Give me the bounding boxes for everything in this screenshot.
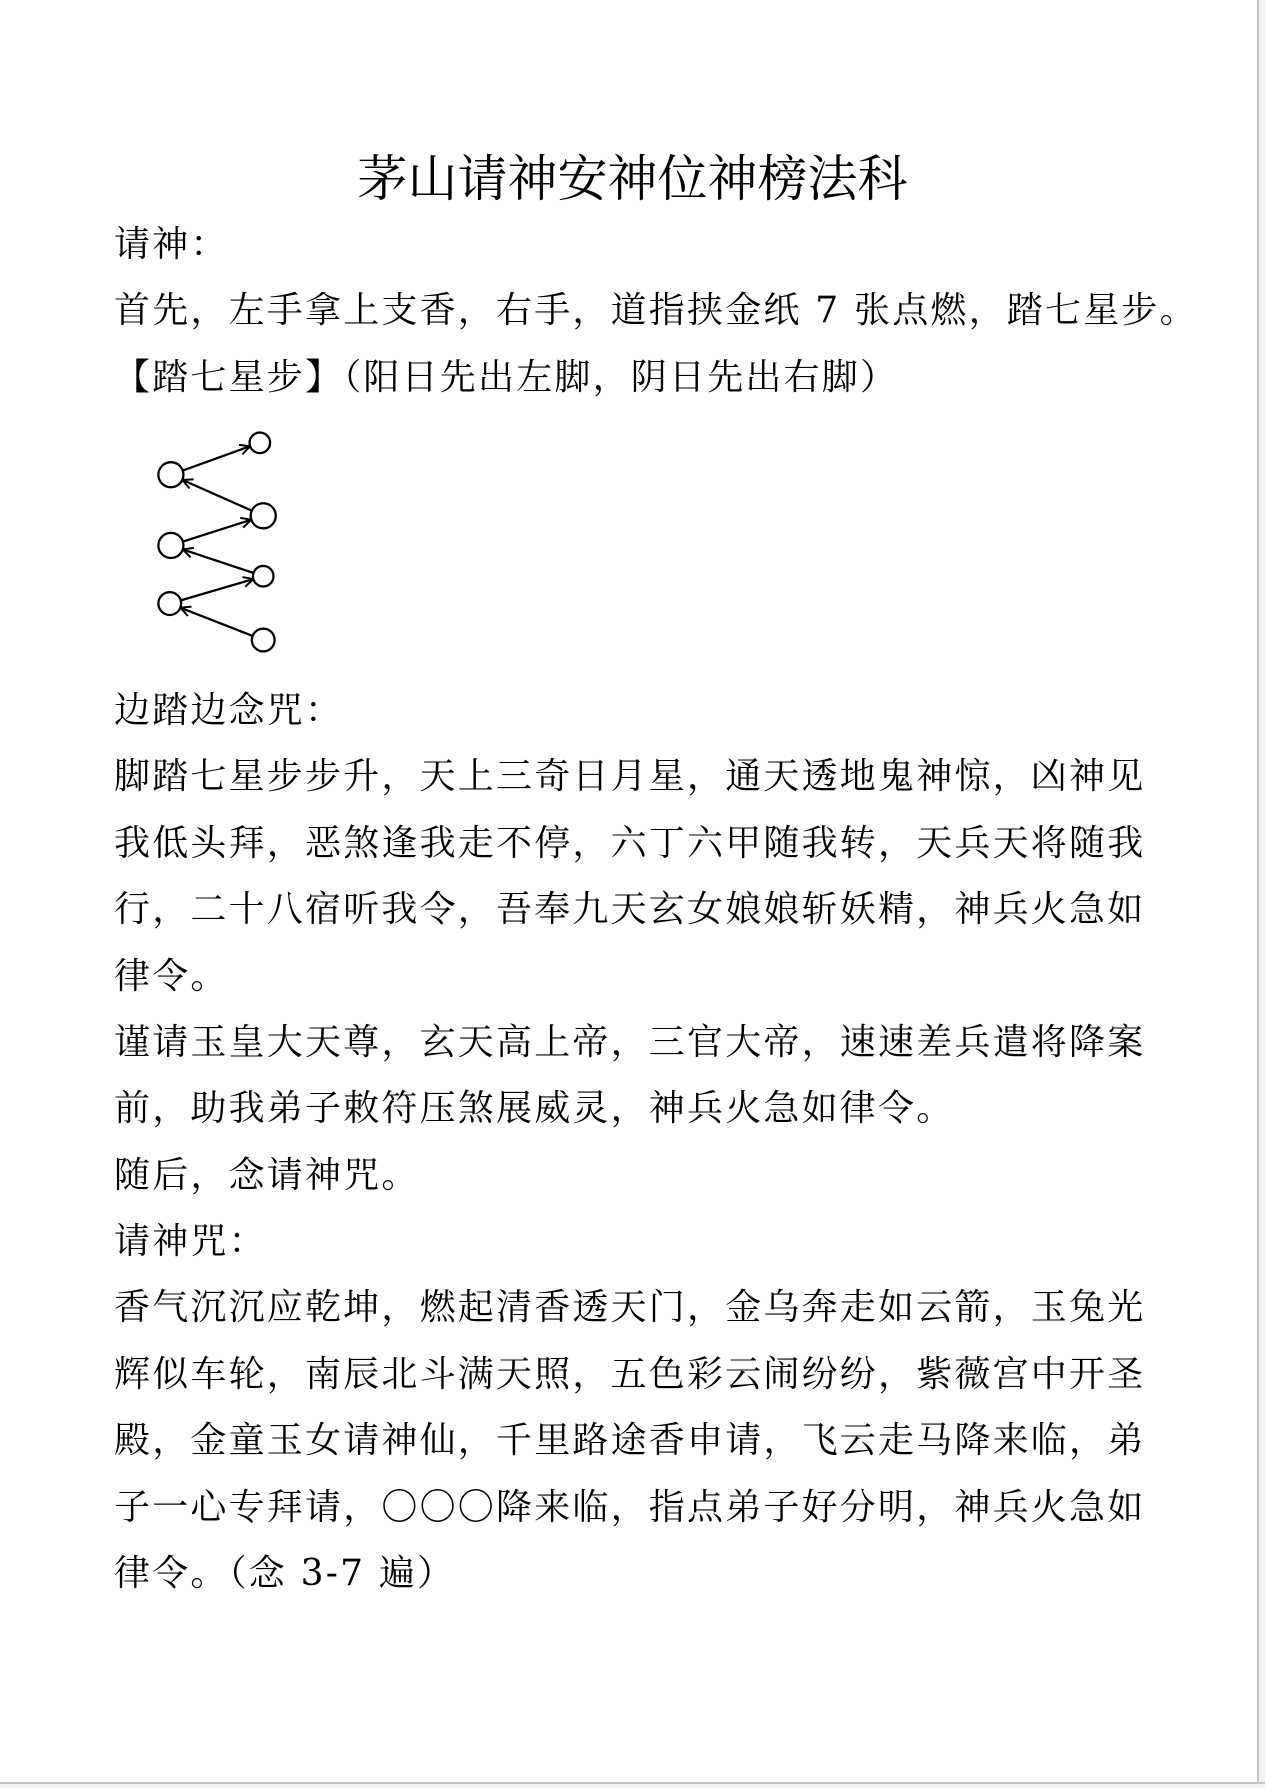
page-edge-right xyxy=(1257,0,1265,1788)
mantra-line: 子一心专拜请，〇〇〇降来临，指点弟子好分明，神兵火急如 xyxy=(114,1486,1146,1528)
document-body xyxy=(114,212,1214,1607)
mantra-heading: 请神咒： xyxy=(114,1221,267,1263)
step-arrow xyxy=(182,480,251,511)
chant-heading: 边踏边念咒： xyxy=(114,689,344,731)
step-arrow xyxy=(180,608,252,636)
step-circle xyxy=(158,462,183,487)
step-arrow xyxy=(183,549,254,573)
step-arrow xyxy=(183,446,250,470)
seven-star-step-diagram-block xyxy=(114,411,1214,678)
invocation-line: 前，助我弟子敕符压煞展威灵，神兵火急如律令。 xyxy=(114,1088,955,1130)
step-circle xyxy=(252,629,275,652)
after-note: 随后，念请神咒。 xyxy=(114,1154,420,1196)
chant-line: 脚踏七星步步升，天上三奇日月星，通天透地鬼神惊，凶神见 xyxy=(114,756,1146,798)
invite-heading: 请神： xyxy=(114,224,229,265)
step-circle xyxy=(158,533,183,558)
chant-line: 律令。 xyxy=(114,955,229,997)
step-arrow xyxy=(183,520,251,542)
intro-text: 首先，左手拿上支香，右手，道指挟金纸 7 张点燃，踏七星步。 xyxy=(114,290,1198,332)
step-circle xyxy=(253,566,274,587)
page-edge-bottom xyxy=(0,1782,1265,1788)
mantra-line: 辉似车轮，南辰北斗满天照，五色彩云闹纷纷，紫薇宫中开圣 xyxy=(114,1353,1146,1395)
seven-star-step-diagram xyxy=(148,428,285,656)
step-arrow xyxy=(181,579,254,600)
invocation-line: 谨请玉皇大天尊，玄天高上帝，三官大帝，速速差兵遣将降案 xyxy=(114,1021,1146,1063)
step-circle xyxy=(158,592,181,615)
step-note: 【踏七星步】（阳日先出左脚，阴日先出右脚） xyxy=(114,356,899,398)
step-circle xyxy=(250,433,271,454)
chant-line: 我低头拜，恶煞逢我走不停，六丁六甲随我转，天兵天将随我 xyxy=(114,822,1146,864)
chant-line: 行，二十八宿听我令，吾奉九天玄女娘娘斩妖精，神兵火急如 xyxy=(114,889,1146,931)
step-circle xyxy=(251,503,276,528)
document-title: 茅山请神安神位神榜法科 xyxy=(357,150,908,208)
mantra-line: 律令。（念 3-7 遍） xyxy=(114,1553,456,1595)
mantra-line: 殿，金童玉女请神仙，千里路途香申请，飞云走马降来临，弟 xyxy=(114,1420,1146,1462)
mantra-line: 香气沉沉应乾坤，燃起清香透天门，金乌奔走如云箭，玉兔光 xyxy=(114,1287,1146,1329)
